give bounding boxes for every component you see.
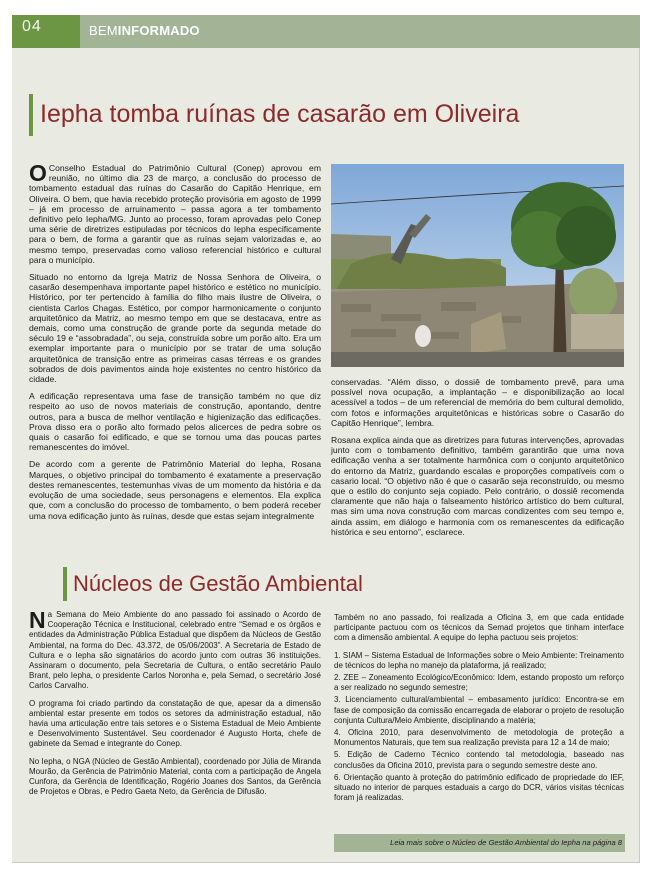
- article1-paragraph: A edificação representava uma fase de transição também no que diz respeito ao uso de novos materiais de construção, apontando, dentre outros, para a busca de melhor ventilação e higienização das edificações. Prova disso era o porão alto formado pelos alicerces de pedra sobre os quais o casarão foi edificado, e que se tornou uma das poucas partes remanescentes do imóvel.: [29, 391, 321, 453]
- project-item: 2. ZEE – Zoneamento Ecológico/Econômico: Idem, estando proposto um reforço a ser realizado no segundo semestre;: [334, 673, 624, 693]
- brand-light: BEM: [89, 23, 118, 38]
- article2-paragraph: Na Semana do Meio Ambiente do ano passado foi assinado o Acordo de Cooperação Técnica e Institucional, celebrado entre “Semad e os órgãos e entidades da Administração Pública Estadual que dispõem da Núcleos de Gestão Ambiental, na forma do Dec. 43.372, de 05/06/2003”. A Secretaria de Estado de Cultura e o Iepha são signatários do acordo junto com outras 36 instituições. Assinaram o documento, pela Secretaria de Cultura, o então secretário Paulo Brant, pelo Iepha, o presidente Carlos Noronha e, pela Semad, o secretário José Carlos Carvalho.: [29, 607, 321, 691]
- project-item: 6. Orientação quanto à proteção do patrimônio edificado de propriedade do IEF, situado no interior de parques estaduais a cargo do DCR, vários visitas técnicas foram já realizadas.: [334, 772, 624, 803]
- title-accent-bar: [63, 567, 67, 601]
- drop-cap: N: [29, 607, 46, 633]
- article2-paragraph: No Iepha, o NGA (Núcleo de Gestão Ambiental), coordenado por Júlia de Miranda Mourão, da Gerência de Patrimônio Material, conta com a participação de Angela Cunfora, da Gerência de Identificação, Rogério Joanes dos Santos, da Gerência de Projetos e Obras, e Pedro Gaeta Neto, da Gerência de Difusão.: [29, 756, 321, 797]
- read-more-note: Leia mais sobre o Núcleo de Gestão Ambiental do Iepha na página 8: [390, 838, 622, 847]
- article2-paragraph: O programa foi criado partindo da constatação de que, apesar da a dimensão ambiental estar presente em todos os setores da administração estadual, não havia uma articulação entre tais setores e o Sistema Estadual de Meio Ambiente e Desenvolvimento Sustentável. Seu coordenador é Augusto Horta, chefe de gabinete da Semad e integrante do Conep.: [29, 698, 321, 749]
- article1-paragraph: conservadas. “Além disso, o dossiê de tombamento prevê, para uma possível nova ocupação, a implantação – e disponibilização ao local acessível a todos – de um referencial de memória do bem cultural demolido, com fotos e informações arquitetônicas e históricas sobre o Casarão do Capitão Henrique”, lembra.: [331, 377, 624, 428]
- photo-credit: [624, 170, 630, 171]
- article1-column-left: [29, 160, 321, 528]
- article1-paragraph: Rosana explica ainda que as diretrizes para futuras intervenções, aprovadas junto com o tombamento definitivo, também garantirão que uma nova edificação venha a ser totalmente harmônica com o conjunto arquitetônico do entorno da Matriz, guardando escalas e proporções compatíveis com o casario local. “O objetivo não é que o casarão seja reconstruído, ou mesmo que o estilo do conjunto seja copiado. Pelo contrário, o dossiê recomenda claramente que não haja o falseamento histórico artístico do bem cultural, mas sim uma nova construção com marcas condizentes com seu tempo e, ainda assim, em diálogo e harmonia com os remanescentes da edificação histórica e seu entorno”, esclarece.: [331, 435, 624, 537]
- brand-bold: INFORMADO: [117, 23, 200, 38]
- brand-logo: [89, 23, 200, 38]
- article-title: Iepha tomba ruínas de casarão em Oliveira: [40, 100, 520, 128]
- drop-cap: O: [29, 160, 47, 186]
- title-accent-bar: [29, 94, 33, 136]
- article1-column-right: [331, 377, 624, 544]
- project-item: 4. Oficina 2010, para desenvolvimento de metodologia de proteção a Monumentos Naturais, que tem sua realização prevista para 12 a 14 de maio;: [334, 728, 624, 748]
- project-item: 3. Licenciamento cultural/ambiental – embasamento jurídico: Encontra-se em fase de composição da comissão encarregada de elaborar o projeto de resolução conjunta Cultura/Meio Ambiente, disciplinando a matéria;: [334, 695, 624, 725]
- project-item: 1. SIAM – Sistema Estadual de Informações sobre o Meio Ambiente: Treinamento de técnicos do Iepha no manejo da plataforma, já realizado;: [334, 650, 624, 670]
- article2-column-right: [334, 613, 624, 805]
- article1-paragraph: O Conselho Estadual do Patrimônio Cultural (Conep) aprovou em reunião, no último dia 23 de março, a conclusão do processo de tombamento estadual das ruínas do Casarão do Capitão Henrique, em Oliveira. O bem, que havia recebido proteção provisória em agosto de 1999 – já em processo de arruinamento – passa agora a ter tombamento definitivo pelo Iepha/MG. Junto ao processo, foram aprovadas pelo Conep uma série de diretrizes estipuladas por técnicos do Iepha especificamente para o bem, de forma a garantir que as ruínas sejam valorizadas e, ao mesmo tempo, preservadas como valioso referencial histórico e cultural para o município.: [29, 160, 321, 265]
- article1-paragraph: De acordo com a gerente de Patrimônio Material do Iepha, Rosana Marques, o objetivo principal do tombamento é exatamente a preservação destes remanescentes, testemunhas vivas de um momento da história e da evolução de uma sociedade, seus personagens e elementos. Ela explica que, com a conclusão do processo de tombamento, o bem poderá receber uma nova edificação junto às ruínas, desde que estas sejam integralmente: [29, 459, 321, 521]
- article2-column-left: [29, 607, 321, 804]
- article1-paragraph: Situado no entorno da Igreja Matriz de Nossa Senhora de Oliveira, o casarão desempenhava importante papel histórico e estético no município. Histórico, por ter pertencido à família do filho mais ilustre de Oliveira, o cientista Carlos Chagas. Estético, por compor harmonicamente o conjunto arquitetônico da Matriz, ao mesmo tempo em que se destacava, entre as demais, como uma construção de grande porte da segunda metade do século 19 e “assobradada”, ou seja, construída sobre um porão alto. Era um exemplar importante para o município por se tratar de uma solução arquitetônica de transição entre as primeiras casas térreas e os grandes sobrados de dois pavimentos ainda hoje existentes no centro histórico da cidade.: [29, 272, 321, 385]
- ruins-photo: [331, 164, 624, 367]
- project-item: 5. Edição de Caderno Técnico contendo tal metodologia, baseado nas conclusões da Oficina 2010, prevista para o segundo semestre deste ano.: [334, 750, 624, 770]
- article2-intro: Também no ano passado, foi realizada a Oficina 3, em que cada entidade participante pactuou com os técnicos da Semad projetos que tinham interface com a dimensão ambiental. A equipe do Iepha pactuou seis projetos:: [334, 613, 624, 643]
- page-number: 04: [22, 18, 42, 35]
- side-credit: [617, 96, 623, 97]
- section-title: Núcleos de Gestão Ambiental: [73, 571, 363, 596]
